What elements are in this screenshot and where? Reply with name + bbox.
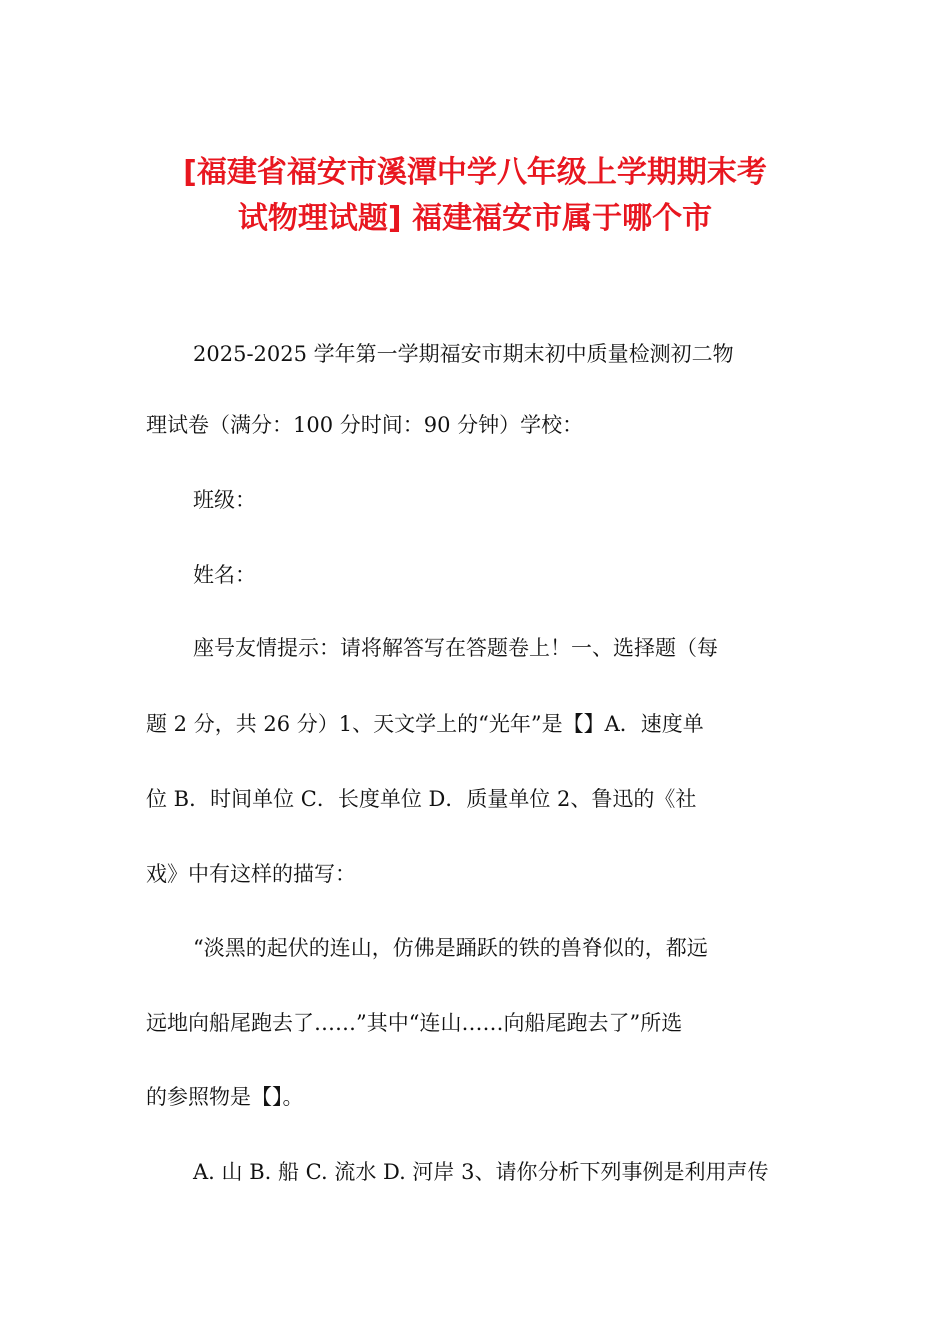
paragraph-line: 戏》中有这样的描写： (146, 862, 356, 886)
document-title (100, 150, 850, 242)
paragraph-line: A. 山 B. 船 C. 流水 D. 河岸 3、请你分析下列事例是利用声传 (193, 1160, 769, 1184)
paragraph-line: 的参照物是【】。 (146, 1085, 304, 1109)
paragraph-line: 班级： (193, 488, 256, 512)
title-line-1: [福建省福安市溪潭中学八年级上学期期末考 (183, 155, 767, 190)
paragraph-line: 座号友情提示：请将解答写在答题卷上！一、选择题（每 (193, 636, 718, 660)
paragraph-line: 远地向船尾跑去了……”其中“连山……向船尾跑去了”所选 (146, 1011, 683, 1035)
paragraph-line: 2025-2025 学年第一学期福安市期末初中质量检测初二物 (193, 342, 734, 366)
paragraph-line: 姓名： (193, 563, 256, 587)
paragraph-line: 理试卷（满分：100 分时间：90 分钟）学校： (146, 413, 584, 437)
title-line-2: 试物理试题] 福建福安市属于哪个市 (237, 201, 713, 236)
paragraph-line: 位 B．时间单位 C．长度单位 D．质量单位 2、鲁迅的《社 (146, 787, 697, 811)
paragraph-line: “淡黑的起伏的连山，仿佛是踊跃的铁的兽脊似的，都远 (193, 936, 708, 960)
paragraph-line: 题 2 分，共 26 分）1、天文学上的“光年”是【】A．速度单 (146, 712, 704, 736)
